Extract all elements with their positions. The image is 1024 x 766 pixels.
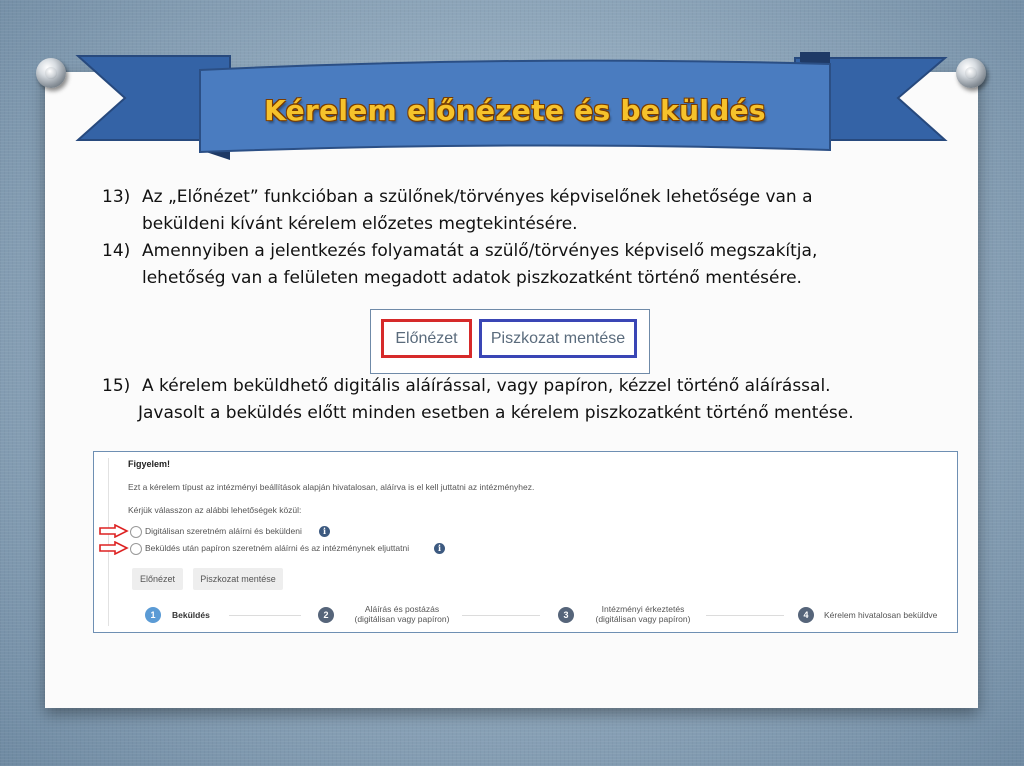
info-icon[interactable]: i (434, 543, 445, 554)
step-2-line2: (digitálisan vagy papíron) (354, 614, 450, 624)
red-arrow-icon (99, 541, 129, 555)
step-1-label: Beküldés (172, 610, 210, 620)
step-4-label: Kérelem hivatalosan beküldve (824, 610, 938, 620)
instruction-list (102, 184, 922, 427)
step-4-circle: 4 (798, 607, 814, 623)
list-number: 13) (102, 187, 131, 207)
preview-button[interactable]: Előnézet (381, 319, 472, 358)
step-1-circle: 1 (145, 607, 161, 623)
step-3-line1: Intézményi érkeztetés (601, 604, 685, 614)
list-line: A kérelem beküldhető digitális aláírással, vagy papíron, kézzel történő aláírással. (142, 376, 831, 396)
list-line: Az „Előnézet” funkcióban a szülőnek/törvényes képviselőnek lehetősége van a (142, 187, 813, 207)
list-item-15 (102, 373, 922, 427)
form-heading: Figyelem! (128, 459, 171, 469)
step-2-line1: Aláírás és postázás (364, 604, 440, 614)
option-digital-label: Digitálisan szeretném aláírni és beküldeni (145, 526, 302, 536)
step-connector (229, 615, 301, 616)
slide-title: Kérelem előnézete és beküldés (264, 94, 766, 127)
list-line: beküldeni kívánt kérelem előzetes megtekintésére. (142, 214, 578, 234)
list-item-14 (102, 238, 922, 292)
list-number: 14) (102, 241, 131, 261)
step-2-label (338, 604, 466, 624)
form-prompt: Kérjük válasszon az alábbi lehetőségek közül: (128, 505, 302, 515)
list-line: lehetőség van a felületen megadott adatok piszkozatként történő mentésére. (142, 268, 802, 288)
submission-form-panel (93, 451, 958, 633)
button-preview-panel (370, 309, 650, 374)
save-draft-button[interactable]: Piszkozat mentése (479, 319, 637, 358)
list-number: 15) (102, 376, 131, 396)
step-2-circle: 2 (318, 607, 334, 623)
list-line: Amennyiben a jelentkezés folyamatát a szülő/törvényes képviselő megszakítja, (142, 241, 818, 261)
radio-paper-sign[interactable] (130, 543, 142, 555)
list-line: Javasolt a beküldés előtt minden esetben a kérelem piszkozatként történő mentése. (138, 403, 854, 423)
title-ribbon (0, 0, 1024, 180)
form-save-draft-button[interactable]: Piszkozat mentése (193, 568, 283, 590)
radio-digital-sign[interactable] (130, 526, 142, 538)
step-3-circle: 3 (558, 607, 574, 623)
step-3-label (579, 604, 707, 624)
list-item-13 (102, 184, 922, 238)
step-connector (462, 615, 540, 616)
option-paper-label: Beküldés után papíron szeretném aláírni és az intézménynek eljuttatni (145, 543, 410, 553)
info-icon[interactable]: i (319, 526, 330, 537)
red-arrow-icon (99, 524, 129, 538)
form-notice: Ezt a kérelem típust az intézményi beállítások alapján hivatalosan, aláírva is el kell juttatni az intézményhez. (128, 482, 535, 492)
form-preview-button[interactable]: Előnézet (132, 568, 183, 590)
step-3-line2: (digitálisan vagy papíron) (595, 614, 691, 624)
step-connector (706, 615, 784, 616)
